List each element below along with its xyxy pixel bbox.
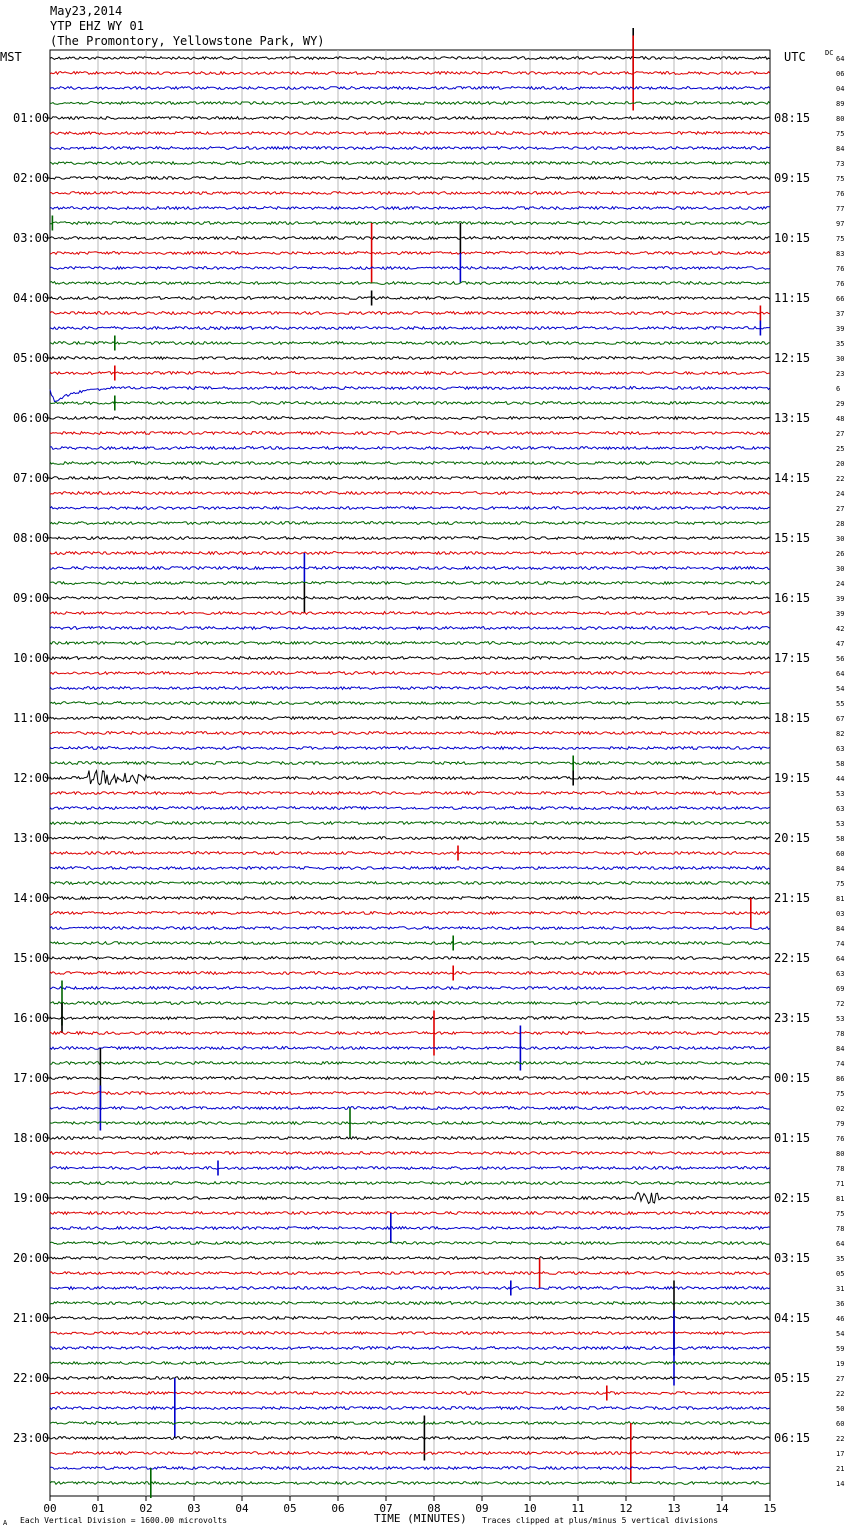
trace-line bbox=[50, 432, 770, 435]
trace-line bbox=[50, 747, 770, 750]
right-hour-label: 03:15 bbox=[774, 1251, 811, 1265]
dc-value: 6 bbox=[836, 385, 841, 393]
dc-value: 82 bbox=[836, 730, 845, 738]
dc-value: 29 bbox=[836, 400, 845, 408]
dc-value: 97 bbox=[836, 220, 845, 228]
dc-value: 78 bbox=[836, 1165, 845, 1173]
trace-line bbox=[50, 312, 770, 315]
trace-line bbox=[50, 87, 770, 90]
trace-line bbox=[50, 807, 770, 810]
x-tick-label: 06 bbox=[331, 1502, 345, 1515]
right-hour-label: 23:15 bbox=[774, 1011, 811, 1025]
left-hour-label: 10:00 bbox=[13, 651, 50, 665]
x-tick-label: 12 bbox=[619, 1502, 633, 1515]
left-hour-label: 07:00 bbox=[13, 471, 50, 485]
trace-line bbox=[50, 402, 770, 405]
trace-line bbox=[50, 147, 770, 150]
trace-line bbox=[50, 102, 770, 105]
trace-line bbox=[50, 792, 770, 795]
trace-line bbox=[50, 972, 770, 975]
dc-value: 05 bbox=[836, 1270, 845, 1278]
trace-line bbox=[50, 1272, 770, 1275]
dc-value: 53 bbox=[836, 820, 845, 828]
trace-line bbox=[50, 462, 770, 465]
right-hour-label: 14:15 bbox=[774, 471, 811, 485]
dc-value: 60 bbox=[836, 850, 845, 858]
right-hour-label: 13:15 bbox=[774, 411, 811, 425]
trace-line bbox=[50, 132, 770, 135]
dc-value: 02 bbox=[836, 1105, 845, 1113]
trace-line bbox=[50, 537, 770, 540]
dc-value: 63 bbox=[836, 745, 845, 753]
trace-line bbox=[50, 1407, 770, 1410]
right-hour-labels bbox=[774, 111, 810, 1445]
trace-line bbox=[50, 1152, 770, 1155]
left-hour-label: 14:00 bbox=[13, 891, 50, 905]
trace-line bbox=[50, 522, 770, 525]
right-hour-label: 02:15 bbox=[774, 1191, 811, 1205]
dc-value: 76 bbox=[836, 1135, 845, 1143]
trace-line bbox=[50, 837, 770, 840]
trace-line bbox=[50, 1122, 770, 1125]
dc-value: 64 bbox=[836, 1240, 845, 1248]
left-hour-label: 17:00 bbox=[13, 1071, 50, 1085]
trace-line bbox=[50, 267, 770, 270]
trace-line bbox=[50, 447, 770, 450]
dc-value: 79 bbox=[836, 1120, 845, 1128]
right-hour-label: 04:15 bbox=[774, 1311, 811, 1325]
trace-line bbox=[50, 297, 770, 300]
dc-value: 66 bbox=[836, 295, 845, 303]
trace-line bbox=[50, 642, 770, 645]
dc-value: 22 bbox=[836, 1390, 845, 1398]
right-timezone-label: UTC bbox=[784, 50, 806, 64]
dc-value: 75 bbox=[836, 1210, 845, 1218]
trace-line bbox=[50, 1107, 770, 1110]
trace-line bbox=[50, 1047, 770, 1050]
left-hour-label: 06:00 bbox=[13, 411, 50, 425]
trace-line bbox=[50, 597, 770, 600]
trace-line bbox=[50, 1077, 770, 1080]
trace-line bbox=[50, 1032, 770, 1035]
right-hour-label: 09:15 bbox=[774, 171, 811, 185]
footer-clip-note: Traces clipped at plus/minus 5 vertical divisions bbox=[482, 1516, 719, 1525]
trace-line bbox=[50, 417, 770, 420]
trace-line bbox=[50, 1437, 770, 1440]
right-hour-label: 16:15 bbox=[774, 591, 811, 605]
trace-line bbox=[50, 372, 770, 375]
dc-value: 24 bbox=[836, 580, 845, 588]
trace-line bbox=[50, 852, 770, 855]
x-tick-label: 00 bbox=[43, 1502, 57, 1515]
dc-value: 06 bbox=[836, 70, 845, 78]
dc-value: 58 bbox=[836, 760, 845, 768]
dc-value: 24 bbox=[836, 490, 845, 498]
dc-value: 55 bbox=[836, 700, 845, 708]
x-tick-label: 03 bbox=[187, 1502, 201, 1515]
right-hour-label: 19:15 bbox=[774, 771, 811, 785]
dc-values bbox=[836, 55, 844, 1488]
trace-line bbox=[50, 342, 770, 345]
left-hour-label: 19:00 bbox=[13, 1191, 50, 1205]
dc-value: 50 bbox=[836, 1405, 845, 1413]
trace-line bbox=[50, 942, 770, 945]
x-tick-label: 05 bbox=[283, 1502, 297, 1515]
trace-line bbox=[50, 957, 770, 960]
header-location: (The Promontory, Yellowstone Park, WY) bbox=[50, 34, 325, 48]
trace-line bbox=[50, 1242, 770, 1245]
trace-line bbox=[50, 357, 770, 360]
dc-value: 27 bbox=[836, 430, 845, 438]
dc-value: 31 bbox=[836, 1285, 845, 1293]
left-hour-label: 03:00 bbox=[13, 231, 50, 245]
footer-mark: A bbox=[3, 1519, 8, 1527]
dc-value: 78 bbox=[836, 1030, 845, 1038]
left-hour-label: 22:00 bbox=[13, 1371, 50, 1385]
dc-value: 36 bbox=[836, 1300, 845, 1308]
dc-value: 44 bbox=[836, 775, 845, 783]
dc-value: 30 bbox=[836, 565, 845, 573]
trace-line bbox=[50, 702, 770, 705]
trace-line bbox=[50, 627, 770, 630]
trace-line bbox=[50, 57, 770, 60]
trace-line bbox=[50, 582, 770, 585]
trace-line bbox=[50, 1362, 770, 1365]
dc-value: 86 bbox=[836, 1075, 845, 1083]
trace-line bbox=[50, 1192, 770, 1203]
x-tick-label: 15 bbox=[763, 1502, 777, 1515]
dc-value: 84 bbox=[836, 145, 845, 153]
dc-value: 27 bbox=[836, 505, 845, 513]
header-station: YTP EHZ WY 01 bbox=[50, 19, 144, 33]
trace-line bbox=[50, 1092, 770, 1095]
trace-line bbox=[50, 1167, 770, 1170]
trace-line bbox=[50, 882, 770, 885]
trace-line bbox=[50, 387, 770, 402]
trace-line bbox=[50, 177, 770, 180]
trace-line bbox=[50, 672, 770, 675]
dc-value: 75 bbox=[836, 175, 845, 183]
trace-line bbox=[50, 1482, 770, 1485]
trace-line bbox=[50, 1347, 770, 1350]
dc-value: 73 bbox=[836, 160, 845, 168]
trace-line bbox=[50, 282, 770, 285]
x-tick-label: 14 bbox=[715, 1502, 729, 1515]
trace-line bbox=[50, 1257, 770, 1260]
dc-value: 42 bbox=[836, 625, 845, 633]
dc-value: 75 bbox=[836, 130, 845, 138]
dc-value: 76 bbox=[836, 190, 845, 198]
dc-value: 89 bbox=[836, 100, 845, 108]
dc-value: 30 bbox=[836, 535, 845, 543]
dc-value: 63 bbox=[836, 805, 845, 813]
left-hour-label: 11:00 bbox=[13, 711, 50, 725]
dc-value: 63 bbox=[836, 970, 845, 978]
trace-line bbox=[50, 162, 770, 165]
dc-value: 53 bbox=[836, 790, 845, 798]
trace-line bbox=[50, 717, 770, 720]
trace-line bbox=[50, 1212, 770, 1215]
trace-line bbox=[50, 72, 770, 75]
dc-value: 22 bbox=[836, 475, 845, 483]
trace-line bbox=[50, 117, 770, 120]
left-timezone-label: MST bbox=[0, 50, 22, 64]
right-hour-label: 21:15 bbox=[774, 891, 811, 905]
dc-value: 39 bbox=[836, 325, 845, 333]
dc-value: 75 bbox=[836, 880, 845, 888]
dc-offset-header: DC bbox=[825, 49, 834, 57]
x-tick-label: 13 bbox=[667, 1502, 681, 1515]
dc-value: 76 bbox=[836, 280, 845, 288]
dc-value: 20 bbox=[836, 460, 845, 468]
trace-line bbox=[50, 687, 770, 690]
dc-value: 81 bbox=[836, 1195, 845, 1203]
x-tick-label: 11 bbox=[571, 1502, 585, 1515]
trace-line bbox=[50, 552, 770, 555]
dc-value: 59 bbox=[836, 1345, 845, 1353]
dc-value: 04 bbox=[836, 85, 845, 93]
dc-value: 17 bbox=[836, 1450, 845, 1458]
footer-scale-note: Each Vertical Division = 1600.00 microvolts bbox=[20, 1516, 228, 1525]
dc-value: 75 bbox=[836, 1090, 845, 1098]
left-hour-label: 18:00 bbox=[13, 1131, 50, 1145]
trace-line bbox=[50, 912, 770, 915]
trace-line bbox=[50, 1467, 770, 1470]
dc-value: 72 bbox=[836, 1000, 845, 1008]
trace-line bbox=[50, 1287, 770, 1290]
left-hour-label: 12:00 bbox=[13, 771, 50, 785]
trace-line bbox=[50, 822, 770, 825]
x-tick-label: 07 bbox=[379, 1502, 393, 1515]
trace-line bbox=[50, 1452, 770, 1455]
dc-value: 39 bbox=[836, 610, 845, 618]
dc-value: 25 bbox=[836, 445, 845, 453]
right-hour-label: 18:15 bbox=[774, 711, 811, 725]
dc-value: 74 bbox=[836, 1060, 845, 1068]
dc-value: 56 bbox=[836, 655, 845, 663]
trace-line bbox=[50, 1332, 770, 1335]
trace-line bbox=[50, 252, 770, 255]
x-tick-label: 04 bbox=[235, 1502, 249, 1515]
dc-value: 35 bbox=[836, 1255, 845, 1263]
x-tick-label: 08 bbox=[427, 1502, 441, 1515]
trace-line bbox=[50, 1062, 770, 1065]
right-hour-label: 10:15 bbox=[774, 231, 811, 245]
left-hour-label: 21:00 bbox=[13, 1311, 50, 1325]
dc-value: 81 bbox=[836, 895, 845, 903]
dc-value: 78 bbox=[836, 1225, 845, 1233]
dc-value: 76 bbox=[836, 265, 845, 273]
trace-line bbox=[50, 927, 770, 930]
trace-line bbox=[50, 897, 770, 900]
trace-line bbox=[50, 657, 770, 660]
right-hour-label: 05:15 bbox=[774, 1371, 811, 1385]
dc-value: 64 bbox=[836, 670, 845, 678]
trace-line bbox=[50, 477, 770, 480]
trace-line bbox=[50, 327, 770, 330]
left-hour-label: 15:00 bbox=[13, 951, 50, 965]
dc-value: 80 bbox=[836, 115, 845, 123]
left-hour-label: 13:00 bbox=[13, 831, 50, 845]
header-date: May23,2014 bbox=[50, 4, 123, 18]
trace-line bbox=[50, 1317, 770, 1320]
right-hour-label: 20:15 bbox=[774, 831, 811, 845]
trace-line bbox=[50, 507, 770, 510]
trace-line bbox=[50, 222, 770, 225]
trace-line bbox=[50, 1392, 770, 1395]
right-hour-label: 22:15 bbox=[774, 951, 811, 965]
trace-line bbox=[50, 207, 770, 210]
dc-value: 77 bbox=[836, 205, 845, 213]
trace-line bbox=[50, 612, 770, 615]
dc-value: 21 bbox=[836, 1465, 845, 1473]
dc-value: 47 bbox=[836, 640, 845, 648]
dc-value: 60 bbox=[836, 1420, 845, 1428]
trace-line bbox=[50, 867, 770, 870]
dc-value: 53 bbox=[836, 1015, 845, 1023]
trace-line bbox=[50, 567, 770, 570]
dc-value: 58 bbox=[836, 835, 845, 843]
seismic-traces bbox=[50, 28, 770, 1498]
dc-value: 84 bbox=[836, 925, 845, 933]
dc-value: 35 bbox=[836, 340, 845, 348]
x-tick-label: 10 bbox=[523, 1502, 537, 1515]
trace-line bbox=[50, 732, 770, 735]
right-hour-label: 06:15 bbox=[774, 1431, 811, 1445]
trace-line bbox=[50, 1137, 770, 1140]
dc-value: 39 bbox=[836, 595, 845, 603]
dc-value: 48 bbox=[836, 415, 845, 423]
left-hour-label: 01:00 bbox=[13, 111, 50, 125]
left-hour-label: 23:00 bbox=[13, 1431, 50, 1445]
left-hour-labels bbox=[13, 111, 50, 1445]
dc-value: 26 bbox=[836, 550, 845, 558]
dc-value: 84 bbox=[836, 1045, 845, 1053]
x-tick-label: 01 bbox=[91, 1502, 105, 1515]
dc-value: 64 bbox=[836, 955, 845, 963]
dc-value: 74 bbox=[836, 940, 845, 948]
right-hour-label: 15:15 bbox=[774, 531, 811, 545]
dc-value: 23 bbox=[836, 370, 845, 378]
dc-value: 54 bbox=[836, 1330, 845, 1338]
left-hour-label: 04:00 bbox=[13, 291, 50, 305]
trace-line bbox=[50, 192, 770, 195]
dc-value: 03 bbox=[836, 910, 845, 918]
dc-value: 69 bbox=[836, 985, 845, 993]
trace-line bbox=[50, 492, 770, 495]
left-hour-label: 08:00 bbox=[13, 531, 50, 545]
trace-line bbox=[50, 771, 770, 785]
dc-value: 30 bbox=[836, 355, 845, 363]
x-tick-label: 09 bbox=[475, 1502, 489, 1515]
left-hour-label: 02:00 bbox=[13, 171, 50, 185]
trace-line bbox=[50, 1302, 770, 1305]
dc-value: 80 bbox=[836, 1150, 845, 1158]
dc-value: 64 bbox=[836, 55, 845, 63]
dc-value: 71 bbox=[836, 1180, 845, 1188]
left-hour-label: 20:00 bbox=[13, 1251, 50, 1265]
dc-value: 67 bbox=[836, 715, 845, 723]
trace-line bbox=[50, 762, 770, 765]
dc-value: 46 bbox=[836, 1315, 845, 1323]
right-hour-label: 01:15 bbox=[774, 1131, 811, 1145]
left-hour-label: 05:00 bbox=[13, 351, 50, 365]
trace-line bbox=[50, 237, 770, 240]
trace-line bbox=[50, 1002, 770, 1005]
trace-line bbox=[50, 987, 770, 990]
trace-line bbox=[50, 1182, 770, 1185]
trace-line bbox=[50, 1227, 770, 1230]
trace-line bbox=[50, 1422, 770, 1425]
right-hour-label: 17:15 bbox=[774, 651, 811, 665]
left-hour-label: 09:00 bbox=[13, 591, 50, 605]
right-hour-label: 11:15 bbox=[774, 291, 811, 305]
right-hour-label: 08:15 bbox=[774, 111, 811, 125]
dc-value: 27 bbox=[836, 1375, 845, 1383]
dc-value: 28 bbox=[836, 520, 845, 528]
dc-value: 75 bbox=[836, 235, 845, 243]
x-axis-title: TIME (MINUTES) bbox=[374, 1512, 467, 1525]
right-hour-label: 12:15 bbox=[774, 351, 811, 365]
dc-value: 19 bbox=[836, 1360, 845, 1368]
left-hour-label: 16:00 bbox=[13, 1011, 50, 1025]
dc-value: 22 bbox=[836, 1435, 845, 1443]
dc-value: 14 bbox=[836, 1480, 845, 1488]
trace-line bbox=[50, 1377, 770, 1380]
dc-value: 54 bbox=[836, 685, 845, 693]
dc-value: 83 bbox=[836, 250, 845, 258]
right-hour-label: 00:15 bbox=[774, 1071, 811, 1085]
x-tick-label: 02 bbox=[139, 1502, 153, 1515]
dc-value: 37 bbox=[836, 310, 845, 318]
trace-line bbox=[50, 1017, 770, 1020]
dc-value: 84 bbox=[836, 865, 845, 873]
